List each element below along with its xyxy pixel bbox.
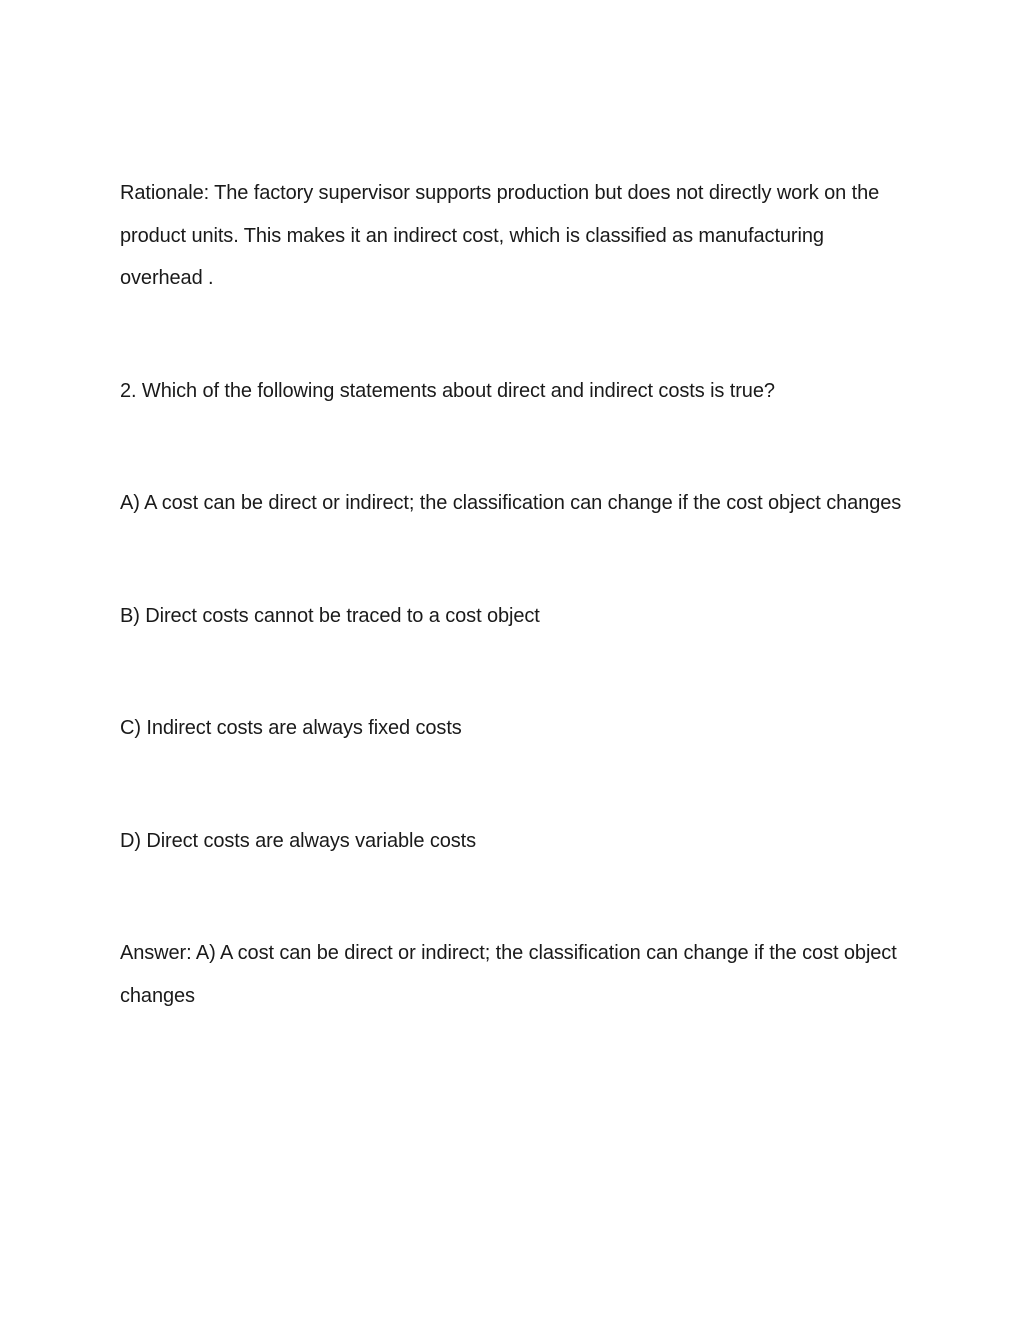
rationale-paragraph: Rationale: The factory supervisor supports production but does not directly work on the product units. This makes it an indirect cost, which is classified as manufacturing overhead . [120,182,880,289]
option-a: A) A cost can be direct or indirect; the classification can change if the cost object changes [120,492,902,514]
option-b: B) Direct costs cannot be traced to a cost object [120,604,540,627]
document-body [120,172,910,1017]
option-c: C) Indirect costs are always fixed costs [120,717,462,739]
option-d: D) Direct costs are always variable costs [120,829,477,852]
question-text: 2. Which of the following statements about direct and indirect costs is true? [120,379,775,402]
answer-paragraph: Answer: A) A cost can be direct or indirect; the classification can change if the cost object changes [120,942,897,1007]
